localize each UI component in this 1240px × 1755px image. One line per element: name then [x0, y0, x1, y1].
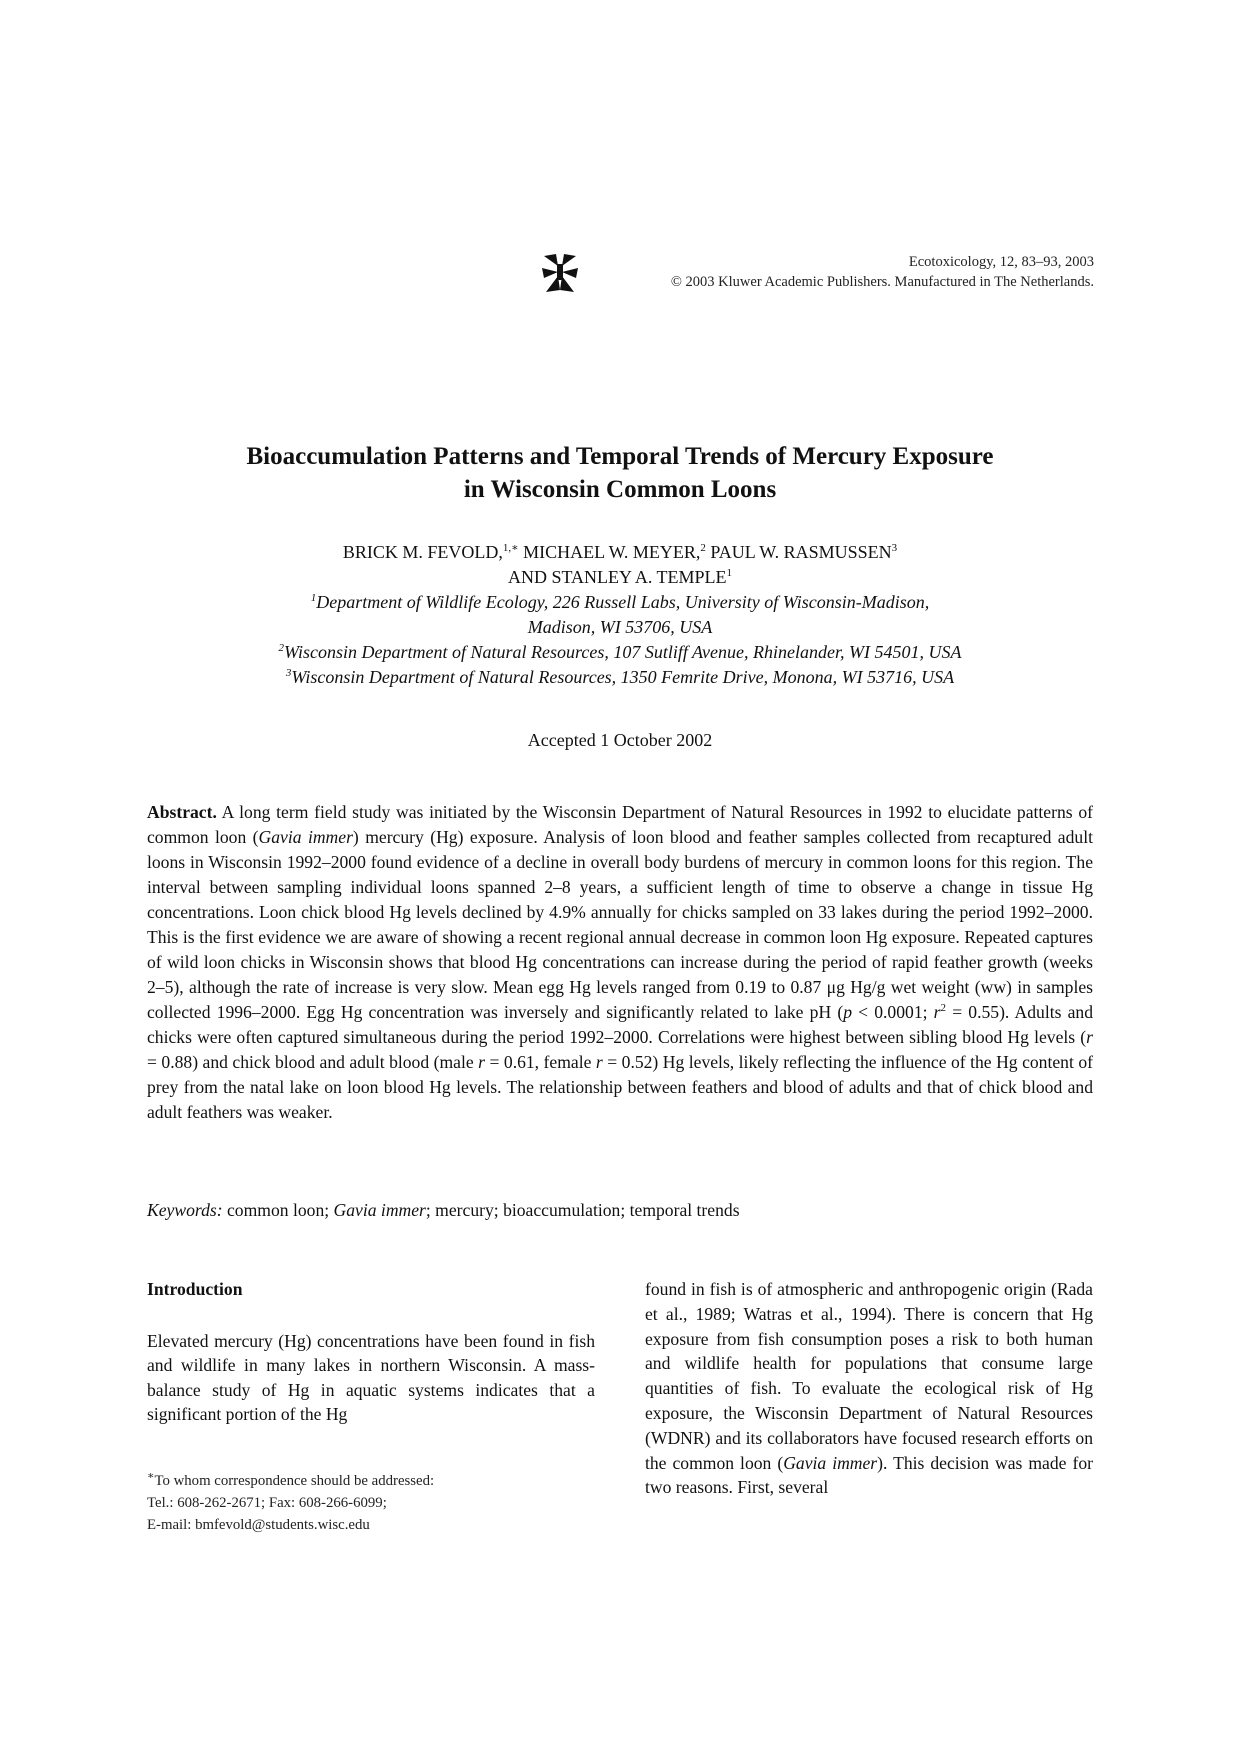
footnote-mark: ∗	[147, 1470, 155, 1483]
keyword-text: ; mercury; bioaccumulation; temporal trends	[425, 1200, 740, 1220]
correspondence-footnote	[147, 1470, 595, 1536]
stat-symbol: r	[478, 1052, 486, 1072]
footnote-email: E-mail: bmfevold@students.wisc.edu	[147, 1517, 370, 1533]
affiliation-1	[140, 590, 1100, 615]
stat-symbol: p	[843, 1002, 852, 1022]
intro-paragraph-right	[645, 1277, 1093, 1500]
affiliation-3	[140, 665, 1100, 690]
title-line-1: Bioaccumulation Patterns and Temporal Trends of Mercury Exposure	[246, 443, 994, 470]
author-sup: 1,∗	[502, 542, 519, 554]
intro-text: found in fish is of atmospheric and anthropogenic origin (Rada et al., 1989; Watras et al., 1994). There is concern that Hg exposure from fish consumption poses a risk to both human and wildlife health for populations that consume large quantities of fish. To evaluate the ecological risk of Hg exposure, the Wisconsin Department of Natural Resources (WDNR) and its collaborators have focused research efforts on the common loon (	[645, 1279, 1093, 1473]
species-name: Gavia immer	[258, 827, 353, 847]
accepted-date: Accepted 1 October 2002	[527, 730, 713, 750]
author-rasmussen: PAUL W. RASMUSSEN	[705, 542, 892, 562]
author-sup: 2	[700, 542, 706, 554]
author-meyer: MICHAEL W. MEYER,	[518, 542, 701, 562]
abstract	[147, 800, 1093, 1125]
footnote-line-2: Tel.: 608-262-2671; Fax: 608-266-6099;	[147, 1495, 387, 1511]
stat-symbol: r	[1086, 1027, 1093, 1047]
abstract-text: = 0.61, female	[485, 1052, 596, 1072]
keywords	[147, 1198, 1093, 1223]
affiliation-2	[140, 640, 1100, 665]
affiliations	[140, 590, 1100, 690]
keywords-label: Keywords:	[147, 1200, 223, 1220]
paper-title	[140, 440, 1100, 506]
author-temple: AND STANLEY A. TEMPLE	[507, 567, 727, 587]
footnote-text: To whom correspondence should be addressed:	[154, 1473, 435, 1489]
intro-paragraph-left: Elevated mercury (Hg) concentrations have been found in fish and wildlife in many lakes in northern Wisconsin. A mass-balance study of Hg in aquatic systems indicates that a significant portion of the Hg	[147, 1330, 595, 1425]
abstract-text: = 0.52) Hg levels, likely reflecting the influence of the Hg content of prey from the natal lake on loon blood Hg levels. The relationship between feathers and blood of adults and that of chick blood and adult feathers was weaker.	[147, 1052, 1093, 1122]
footnote-line-1	[147, 1470, 595, 1492]
stat-symbol: r	[595, 1052, 603, 1072]
abstract-text: = 0.88) and chick blood and adult blood (male	[147, 1052, 479, 1072]
abstract-text: ) mercury (Hg) exposure. Analysis of loon blood and feather samples collected from recaptured adult loons in Wisconsin 1992–2000 found evidence of a decline in overall body burdens of mercury in common loons for this region. The interval between sampling individual loons spanned 2–8 years, a sufficient length of time to observe a change in tissue Hg concentrations. Loon chick blood Hg levels declined by 4.9% annually for chicks sampled on 33 lakes during the period 1992–2000. This is the first evidence we are aware of showing a recent regional annual decrease in common loon Hg exposure. Repeated captures of wild loon chicks in Wisconsin shows that blood Hg concentrations can increase during the period of rapid feather growth (weeks 2–5), although the rate of increase is very slow. Mean egg Hg levels ranged from 0.19 to 0.87 μg Hg/g wet weight (ww) in samples collected 1996–2000. Egg Hg concentration was inversely and significantly related to lake pH (	[147, 827, 1093, 1022]
abstract-label: Abstract.	[147, 802, 217, 822]
keyword-species: Gavia immer	[333, 1200, 426, 1220]
author-fevold: BRICK M. FEVOLD,	[342, 542, 503, 562]
affiliation-2-text: Wisconsin Department of Natural Resources, 107 Sutliff Avenue, Rhinelander, WI 54501, USA	[284, 642, 962, 662]
intro-text: ). This decision was made for two reasons. First, several	[645, 1452, 1093, 1498]
author-line-2	[140, 565, 1100, 590]
abstract-text: < 0.0001;	[851, 1002, 934, 1022]
title-line-2: in Wisconsin Common Loons	[463, 476, 777, 503]
affiliation-1-line-1: Department of Wildlife Ecology, 226 Russell Labs, University of Wisconsin-Madison,	[316, 592, 930, 612]
affiliation-1-line-2: Madison, WI 53706, USA	[527, 617, 713, 637]
author-list	[140, 540, 1100, 590]
stat-symbol: r	[933, 1002, 941, 1022]
affiliation-sup: 2	[278, 642, 285, 654]
stat-sup: 2	[940, 1002, 947, 1015]
abstract-text: = 0.55). Adults and chicks were often captured simultaneous during the period 1992–2000. Correlations were highest between sibling blood Hg levels (	[147, 1002, 1094, 1047]
author-line-1	[140, 540, 1100, 565]
kluwer-logo-icon	[540, 252, 580, 294]
author-sup: 3	[891, 542, 898, 554]
affiliation-sup: 1	[310, 592, 317, 604]
left-column	[147, 1277, 595, 1427]
abstract-text: A long term field study was initiated by the Wisconsin Department of Natural Resources in 1992 to elucidate patterns of common loon (	[147, 802, 1093, 847]
affiliation-3-text: Wisconsin Department of Natural Resources, 1350 Femrite Drive, Monona, WI 53716, USA	[291, 667, 955, 687]
author-sup: 1	[726, 567, 733, 579]
affiliation-sup: 3	[285, 667, 292, 679]
copyright-line: © 2003 Kluwer Academic Publishers. Manufactured in The Netherlands.	[670, 274, 1094, 290]
journal-citation	[671, 252, 1094, 292]
section-heading-introduction: Introduction	[147, 1279, 243, 1299]
keyword-text: common loon;	[222, 1200, 334, 1220]
journal-line: Ecotoxicology, 12, 83–93, 2003	[908, 254, 1094, 270]
right-column	[645, 1277, 1093, 1500]
species-name: Gavia immer	[783, 1452, 878, 1473]
